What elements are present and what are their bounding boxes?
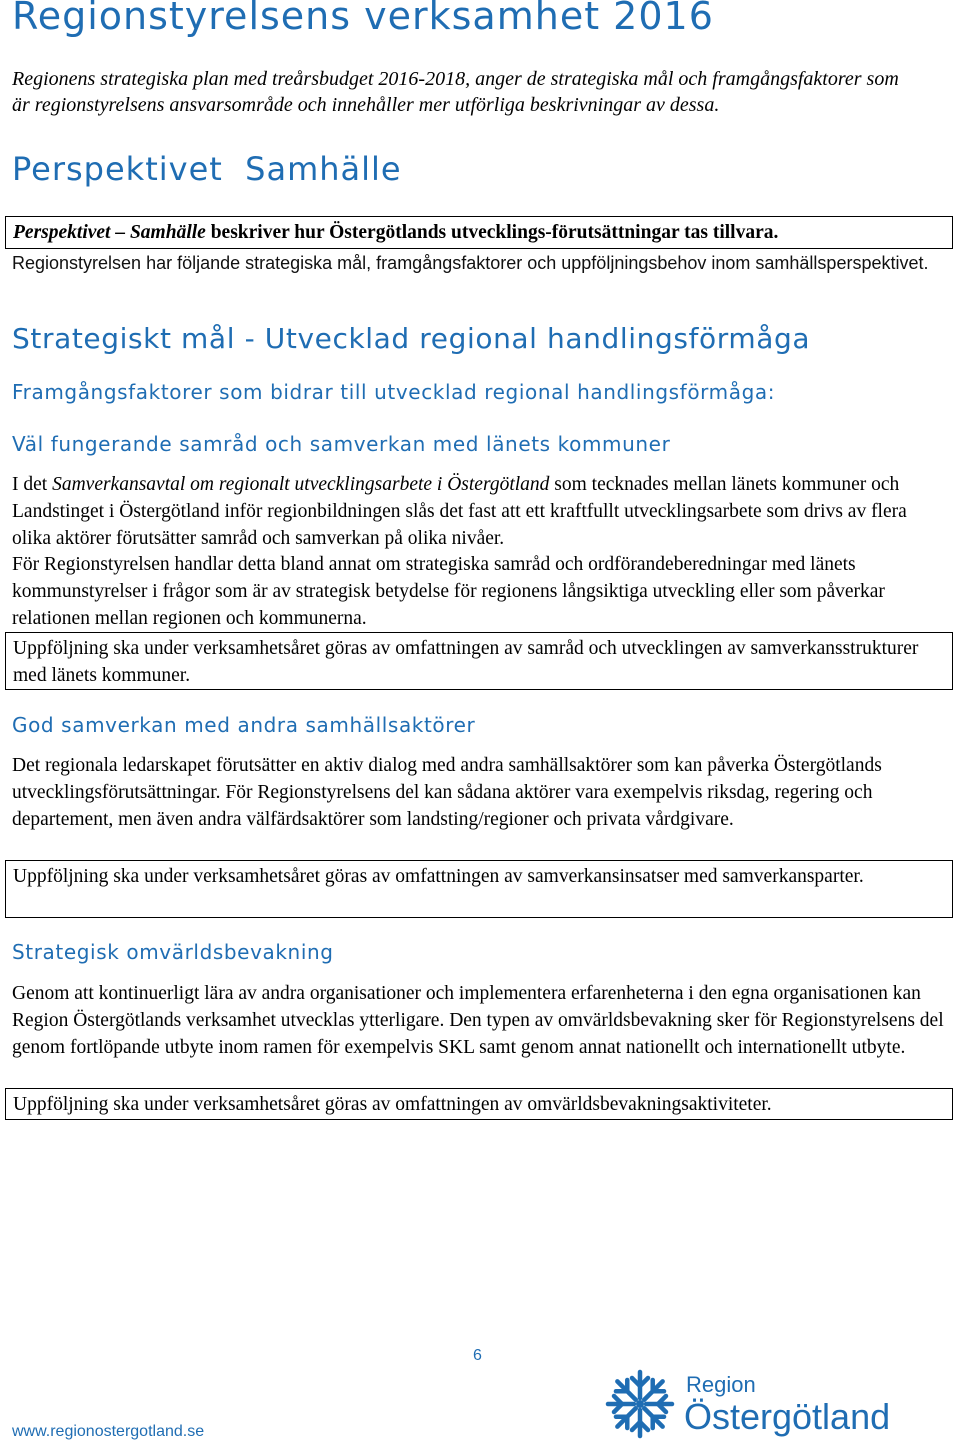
paragraph-text: I det bbox=[12, 474, 53, 495]
perspective-box-text: beskriver hur Östergötlands utvecklings-förutsättningar tas tillvara. bbox=[205, 222, 779, 243]
agreement-title: Samverkansavtal om regionalt utvecklingsarbete i Östergötland bbox=[52, 474, 550, 495]
perspective-description: Regionstyrelsen har följande strategiska mål, framgångsfaktorer och uppföljningsbehov inom samhällsperspektivet. bbox=[12, 253, 929, 273]
logo-text-region: Region bbox=[686, 1372, 756, 1397]
section-heading-samhallsaktorer: God samverkan med andra samhällsaktörer bbox=[12, 713, 476, 737]
logo-text-ostergotland: Östergötland bbox=[684, 1396, 891, 1437]
page-number: 6 bbox=[473, 1347, 482, 1364]
perspective-box bbox=[5, 216, 953, 249]
paragraph-text: som tecknades mellan länets kommuner och Landstinget i Östergötland inför regionbildningen slås det fast att ett kraftfullt utvecklingsarbete som drivs av flera olika aktörer förutsätter samråd och samverkan på olika nivåer. bbox=[12, 474, 907, 549]
followup-box: Uppföljning ska under verksamhetsåret göras av omfattningen av omvärldsbevakningsaktiviteter. bbox=[5, 1088, 953, 1120]
followup-box: Uppföljning ska under verksamhetsåret göras av omfattningen av samverkansinsatser med samverkansparter. bbox=[5, 860, 953, 918]
footer-url-link[interactable]: www.regionostergotland.se bbox=[12, 1423, 205, 1440]
perspective-heading: Perspektivet Samhälle bbox=[12, 150, 402, 188]
section-heading-kommuner: Väl fungerande samråd och samverkan med länets kommuner bbox=[12, 432, 671, 456]
section-paragraph: Genom att kontinuerligt lära av andra organisationer och implementera erfarenheterna i den egna organisationen kan Region Östergötlands verksamhet utvecklas ytterligare. Den typen av omvärldsbevakning sker för Regionstyrelsens del genom fortlöpande utbyte inom ramen för exempelvis SKL samt genom annat nationellt och internationellt utbyte. bbox=[12, 983, 944, 1058]
snowflake-emblem-icon bbox=[604, 1368, 676, 1440]
perspective-box-italic: Perspektivet – Samhälle bbox=[13, 222, 206, 243]
section-paragraph bbox=[12, 471, 947, 552]
region-logo bbox=[604, 1368, 904, 1440]
strategic-goal-heading: Strategiskt mål - Utvecklad regional handlingsförmåga bbox=[12, 322, 811, 355]
page-title: Regionstyrelsens verksamhet 2016 bbox=[12, 0, 714, 38]
intro-paragraph: Regionens strategiska plan med treårsbudget 2016-2018, anger de strategiska mål och framgångsfaktorer som är regionstyrelsens ansvarsområde och innehåller mer utförliga beskrivningar av dessa. bbox=[12, 68, 899, 116]
section-heading-omvarldsbevakning: Strategisk omvärldsbevakning bbox=[12, 940, 334, 964]
followup-box: Uppföljning ska under verksamhetsåret göras av omfattningen av samråd och utvecklingen av samverkansstrukturer med länets kommuner. bbox=[5, 632, 953, 690]
success-factors-heading: Framgångsfaktorer som bidrar till utvecklad regional handlingsförmåga: bbox=[12, 380, 776, 404]
section-paragraph: Det regionala ledarskapet förutsätter en aktiv dialog med andra samhällsaktörer som kan påverka Östergötlands utvecklingsförutsättningar. För Regionstyrelsens del kan sådana aktörer vara exempelvis riksdag, regering och departement, men även andra välfärdsaktörer som landsting/regioner och privata vårdgivare. bbox=[12, 755, 882, 830]
section-paragraph: För Regionstyrelsen handlar detta bland annat om strategiska samråd och ordförandeberedningar med länets kommunstyrelser i frågor som är av strategisk betydelse för regionens långsiktiga utveckling eller som påverkar relationen mellan regionen och kommunerna. bbox=[12, 554, 885, 629]
